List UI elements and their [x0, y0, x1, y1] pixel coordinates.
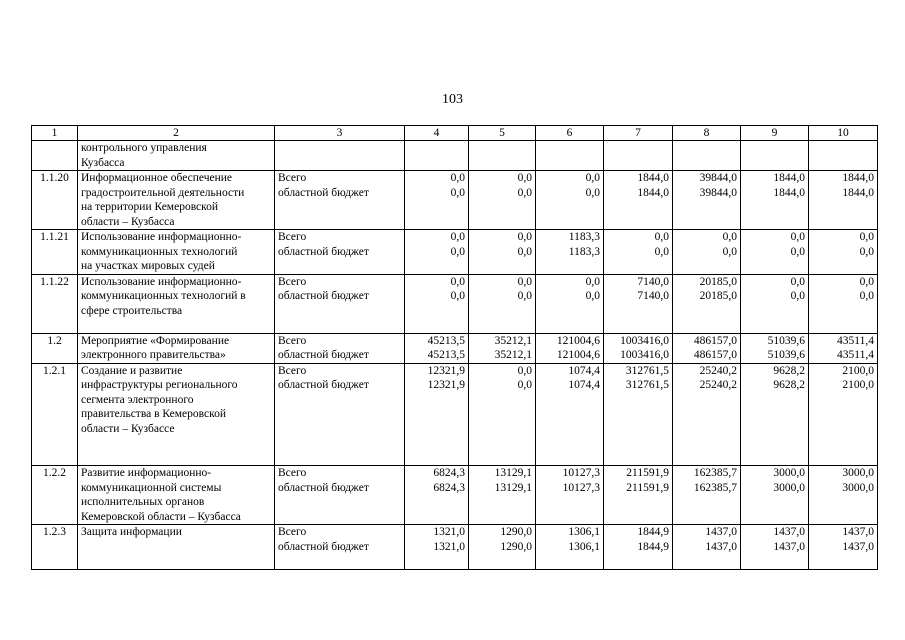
value-cell [809, 525, 878, 570]
value-line: 6824,3 [433, 467, 465, 479]
item-name [78, 230, 275, 275]
funding-source-line: Всего [278, 364, 307, 377]
value-line: 35212,1 [494, 334, 532, 347]
funding-source [275, 141, 405, 171]
value-cell [673, 525, 741, 570]
value-line: 25240,2 [699, 379, 737, 391]
value-cell [469, 274, 536, 333]
value-cell [469, 525, 536, 570]
value-cell [405, 333, 469, 363]
value-line: 1844,0 [842, 186, 874, 199]
value-line: 12321,9 [427, 364, 465, 377]
value-cell [741, 171, 809, 230]
value-line: 1321,0 [433, 540, 465, 553]
item-name [78, 171, 275, 230]
value-cell [809, 171, 878, 230]
item-number: 1.2.3 [32, 525, 78, 570]
value-cell [469, 141, 536, 171]
value-line: 2100,0 [842, 379, 874, 391]
item-name-line: инфраструктуры регионального [81, 379, 238, 391]
item-name-line: Защита информации [81, 526, 182, 538]
value-cell [604, 171, 673, 230]
item-name [78, 274, 275, 333]
column-header: 8 [673, 126, 741, 141]
table-body [32, 126, 878, 570]
value-cell [536, 171, 604, 230]
value-line: 0,0 [790, 290, 805, 302]
column-header: 4 [405, 126, 469, 141]
item-number [32, 141, 78, 171]
value-line: 1844,9 [637, 526, 669, 538]
item-name [78, 525, 275, 570]
item-name-line: Развитие информационно- [81, 467, 212, 479]
value-line: 1844,0 [637, 172, 669, 184]
value-cell [405, 466, 469, 525]
value-cell [741, 230, 809, 275]
value-line: 1321,0 [433, 526, 465, 538]
value-cell [673, 230, 741, 275]
item-name-line: Использование информационно- [81, 231, 242, 243]
value-cell [536, 525, 604, 570]
value-cell [469, 333, 536, 363]
value-line: 1306,1 [568, 526, 600, 538]
column-header: 2 [78, 126, 275, 141]
value-cell [604, 466, 673, 525]
value-line: 486157,0 [693, 349, 737, 361]
item-name-line: Мероприятие «Формирование [81, 334, 230, 347]
value-line: 1003416,0 [620, 349, 669, 361]
item-name-line: Использование информационно- [81, 275, 242, 288]
value-line: 20185,0 [699, 290, 737, 302]
value-line: 1844,9 [637, 540, 669, 553]
item-name-line: области – Кузбасса [81, 215, 175, 228]
item-name-line: исполнительных органов [81, 496, 205, 508]
item-name [78, 466, 275, 525]
value-cell [405, 525, 469, 570]
value-line: 1306,1 [568, 540, 600, 553]
column-header: 6 [536, 126, 604, 141]
value-line: 0,0 [790, 245, 805, 258]
value-line: 0,0 [450, 172, 465, 184]
value-cell [604, 274, 673, 333]
value-line: 1074,4 [568, 364, 600, 377]
item-name-line: Кузбасса [81, 156, 125, 169]
value-line: 312761,5 [625, 379, 669, 391]
value-line: 0,0 [517, 172, 532, 184]
value-cell [604, 333, 673, 363]
item-name-line [81, 318, 271, 333]
value-line: 0,0 [517, 231, 532, 243]
item-name-line: области – Кузбассе [81, 422, 175, 435]
value-cell [673, 171, 741, 230]
table-row [32, 363, 878, 466]
value-line: 312761,5 [625, 364, 669, 377]
column-header: 5 [469, 126, 536, 141]
value-line: 9628,2 [773, 364, 805, 377]
value-line: 1290,0 [500, 540, 532, 553]
value-cell [469, 171, 536, 230]
value-line: 1844,0 [637, 186, 669, 199]
funding-source-line: областной бюджет [278, 540, 369, 553]
value-cell [604, 363, 673, 466]
value-cell [536, 274, 604, 333]
column-header: 3 [275, 126, 405, 141]
item-name-line: Создание и развитие [81, 364, 183, 377]
funding-source-line: Всего [278, 231, 307, 243]
value-line: 0,0 [859, 245, 874, 258]
value-line: 1183,3 [568, 245, 600, 258]
item-name-line: правительства в Кемеровской [81, 408, 226, 420]
table-row [32, 274, 878, 333]
value-line: 0,0 [517, 379, 532, 391]
value-cell [741, 274, 809, 333]
value-cell [536, 466, 604, 525]
value-cell [809, 466, 878, 525]
column-header: 9 [741, 126, 809, 141]
value-cell [741, 141, 809, 171]
item-name-line: градостроительной деятельности [81, 186, 245, 199]
value-line: 0,0 [654, 231, 669, 243]
funding-source-line: Всего [278, 334, 307, 347]
item-number: 1.2 [32, 333, 78, 363]
funding-source [275, 466, 405, 525]
value-cell [469, 230, 536, 275]
item-name-line [81, 436, 271, 451]
value-line: 3000,0 [842, 467, 874, 479]
column-header: 7 [604, 126, 673, 141]
value-cell [536, 141, 604, 171]
funding-source [275, 274, 405, 333]
value-line: 10127,3 [562, 481, 600, 494]
item-name-line [81, 554, 271, 569]
value-cell [673, 466, 741, 525]
value-line: 0,0 [859, 231, 874, 243]
value-line: 3000,0 [842, 481, 874, 494]
value-line: 20185,0 [699, 275, 737, 288]
value-cell [604, 141, 673, 171]
budget-table [31, 125, 878, 570]
value-line: 13129,1 [494, 467, 532, 479]
value-line: 12321,9 [427, 379, 465, 391]
item-name-line: сегмента электронного [81, 393, 194, 406]
item-name [78, 141, 275, 171]
value-cell [741, 333, 809, 363]
item-name-line: на территории Кемеровской [81, 201, 219, 213]
value-cell [405, 274, 469, 333]
value-cell [741, 363, 809, 466]
value-cell [469, 363, 536, 466]
value-line: 162385,7 [693, 481, 737, 494]
value-line: 9628,2 [773, 379, 805, 391]
value-line: 121004,6 [556, 334, 600, 347]
funding-source [275, 333, 405, 363]
value-line: 0,0 [654, 245, 669, 258]
value-line: 1437,0 [705, 526, 737, 538]
funding-source [275, 363, 405, 466]
value-line: 1437,0 [773, 540, 805, 553]
item-name-line: электронного правительства» [81, 349, 226, 361]
funding-source-line: Всего [278, 467, 307, 479]
value-cell [405, 141, 469, 171]
item-name-line: Информационное обеспечение [81, 172, 232, 184]
value-line: 51039,6 [767, 334, 805, 347]
value-line: 0,0 [722, 245, 737, 258]
value-cell [604, 230, 673, 275]
value-line: 1437,0 [842, 526, 874, 538]
value-cell [536, 363, 604, 466]
value-line: 43511,4 [837, 334, 874, 347]
column-header: 10 [809, 126, 878, 141]
item-name-line: коммуникационных технологий [81, 245, 238, 258]
item-number: 1.2.1 [32, 363, 78, 466]
value-cell [741, 525, 809, 570]
value-line: 211591,9 [626, 481, 669, 494]
value-line: 2100,0 [842, 364, 874, 377]
table-row [32, 466, 878, 525]
value-line: 0,0 [585, 290, 600, 302]
funding-source-line: Всего [278, 526, 307, 538]
column-header: 1 [32, 126, 78, 141]
value-line: 1844,0 [773, 172, 805, 184]
value-cell [673, 274, 741, 333]
item-name [78, 363, 275, 466]
value-line: 1183,3 [568, 231, 600, 243]
value-cell [809, 141, 878, 171]
value-cell [809, 333, 878, 363]
value-line: 7140,0 [637, 290, 669, 302]
value-line: 39844,0 [699, 172, 737, 184]
value-line: 0,0 [585, 275, 600, 288]
value-line: 0,0 [450, 245, 465, 258]
item-number: 1.1.22 [32, 274, 78, 333]
item-name [78, 333, 275, 363]
value-line: 121004,6 [556, 349, 600, 361]
funding-source-line: Всего [278, 275, 307, 288]
value-line: 7140,0 [637, 275, 669, 288]
header-row [32, 126, 878, 141]
item-name-line [81, 451, 271, 466]
value-line: 0,0 [790, 231, 805, 243]
value-line: 0,0 [722, 231, 737, 243]
value-line: 51039,6 [767, 349, 805, 361]
value-cell [536, 230, 604, 275]
item-name-line: Кемеровской области – Кузбасса [81, 510, 241, 523]
item-name-line: на участках мировых судей [81, 260, 215, 272]
item-name-line [81, 540, 271, 555]
value-cell [673, 141, 741, 171]
value-line: 211591,9 [626, 467, 669, 479]
item-name-line: коммуникационной системы [81, 481, 222, 494]
table-row [32, 230, 878, 275]
funding-source-line: областной бюджет [278, 481, 369, 494]
value-cell [673, 363, 741, 466]
value-cell [673, 333, 741, 363]
value-line: 0,0 [790, 275, 805, 288]
value-line: 6824,3 [433, 481, 465, 494]
table-row [32, 171, 878, 230]
funding-source-line: областной бюджет [278, 186, 369, 199]
value-cell [809, 230, 878, 275]
value-cell [469, 466, 536, 525]
value-line: 486157,0 [693, 334, 737, 347]
funding-source-line: Всего [278, 172, 307, 184]
value-line: 1437,0 [773, 526, 805, 538]
value-line: 13129,1 [494, 481, 532, 494]
value-line: 10127,3 [562, 467, 600, 479]
value-line: 3000,0 [773, 467, 805, 479]
funding-source-line: областной бюджет [278, 290, 369, 302]
value-cell [809, 274, 878, 333]
value-line: 162385,7 [693, 467, 737, 479]
page-number: 103 [442, 92, 463, 107]
item-number: 1.1.21 [32, 230, 78, 275]
value-cell [405, 171, 469, 230]
value-line: 0,0 [517, 245, 532, 258]
value-line: 1074,4 [568, 379, 600, 391]
value-line: 0,0 [450, 186, 465, 199]
value-line: 0,0 [517, 364, 532, 377]
item-number: 1.2.2 [32, 466, 78, 525]
funding-source [275, 230, 405, 275]
value-line: 39844,0 [699, 186, 737, 199]
value-line: 0,0 [517, 290, 532, 302]
value-cell [809, 363, 878, 466]
value-line: 1437,0 [842, 540, 874, 553]
value-cell [405, 363, 469, 466]
value-line: 45213,5 [427, 349, 465, 361]
funding-source-line: областной бюджет [278, 349, 369, 361]
value-cell [604, 525, 673, 570]
table-row [32, 525, 878, 570]
funding-source-line: областной бюджет [278, 245, 369, 258]
funding-source [275, 525, 405, 570]
value-line: 1844,0 [773, 186, 805, 199]
value-cell [741, 466, 809, 525]
item-name-line: коммуникационных технологий в [81, 290, 246, 302]
value-cell [405, 230, 469, 275]
item-name-line: сфере строительства [81, 304, 183, 317]
item-name-line: контрольного управления [81, 142, 207, 154]
funding-source [275, 171, 405, 230]
value-line: 45213,5 [427, 334, 465, 347]
value-line: 1437,0 [705, 540, 737, 553]
value-line: 0,0 [450, 231, 465, 243]
value-line: 1003416,0 [620, 334, 669, 347]
value-line: 0,0 [859, 290, 874, 302]
value-line: 35212,1 [494, 349, 532, 361]
value-line: 0,0 [517, 186, 532, 199]
value-line: 1290,0 [500, 526, 532, 538]
funding-source-line: областной бюджет [278, 379, 369, 391]
value-cell [536, 333, 604, 363]
table-row [32, 333, 878, 363]
item-number: 1.1.20 [32, 171, 78, 230]
value-line: 43511,4 [837, 349, 874, 361]
value-line: 3000,0 [773, 481, 805, 494]
value-line: 0,0 [859, 275, 874, 288]
value-line: 0,0 [450, 275, 465, 288]
value-line: 25240,2 [699, 364, 737, 377]
value-line: 0,0 [585, 186, 600, 199]
table-row [32, 141, 878, 171]
value-line: 0,0 [585, 172, 600, 184]
value-line: 0,0 [450, 290, 465, 302]
value-line: 1844,0 [842, 172, 874, 184]
value-line: 0,0 [517, 275, 532, 288]
